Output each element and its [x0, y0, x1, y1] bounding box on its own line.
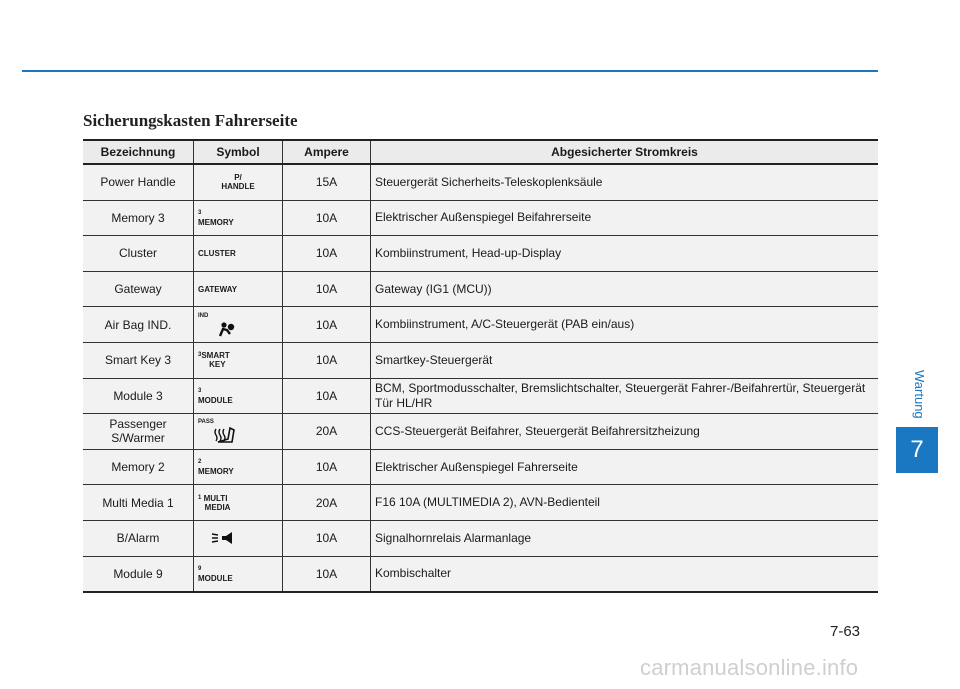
fuse-symbol	[194, 556, 283, 592]
fuse-ampere: 10A	[283, 378, 371, 414]
fuse-ampere: 10A	[283, 307, 371, 343]
fuse-circuit: Elektrischer Außenspiegel Fahrerseite	[371, 449, 879, 485]
symbol-label: $^9$ MODULE	[198, 565, 233, 583]
table-row	[83, 200, 878, 236]
fuse-name: B/Alarm	[83, 520, 194, 556]
fuse-circuit: Steuergerät Sicherheits-Teleskoplenksäule	[371, 164, 879, 200]
fuse-symbol	[194, 271, 283, 307]
fuse-symbol	[194, 200, 283, 236]
page-number: 7-63	[830, 623, 861, 640]
symbol-label: $^1$ MULTI MEDIA	[198, 493, 231, 512]
fuse-circuit: F16 10A (MULTIMEDIA 2), AVN-Bedienteil	[371, 485, 879, 521]
fuse-ampere: 20A	[283, 414, 371, 450]
symbol-label: $^3$ MODULE	[198, 387, 233, 405]
fuse-name: Multi Media 1	[83, 485, 194, 521]
symbol-label: $^3$ MEMORY	[198, 209, 234, 227]
fuse-ampere: 20A	[283, 485, 371, 521]
fuse-circuit: CCS-Steuergerät Beifahrer, Steuergerät Beifahrersitzheizung	[371, 414, 879, 450]
side-tab-label: Wartung	[912, 369, 927, 419]
chapter-number: 7	[896, 427, 938, 473]
symbol-label: PASS	[198, 418, 214, 425]
seat-warmer-icon	[210, 427, 240, 445]
symbol-label: $^3$SMART KEY	[198, 351, 230, 370]
fuse-circuit: Kombiinstrument, Head-up-Display	[371, 236, 879, 272]
fuse-symbol	[194, 485, 283, 521]
fuse-name: Module 3	[83, 378, 194, 414]
fuse-ampere: 10A	[283, 271, 371, 307]
symbol-label: P/ HANDLE	[221, 173, 255, 192]
fuse-circuit: Gateway (IG1 (MCU))	[371, 271, 879, 307]
header-circuit: Abgesicherter Stromkreis	[371, 140, 879, 164]
table-row	[83, 556, 878, 592]
table-row	[83, 449, 878, 485]
table-row	[83, 485, 878, 521]
fuse-name: Memory 3	[83, 200, 194, 236]
table-row	[83, 342, 878, 378]
fuse-circuit: Kombischalter	[371, 556, 879, 592]
fuse-name: Module 9	[83, 556, 194, 592]
fuse-symbol	[194, 520, 283, 556]
table-row	[83, 378, 878, 414]
fuse-circuit: Signalhornrelais Alarmanlage	[371, 520, 879, 556]
header-rule	[22, 70, 878, 72]
symbol-label: $^2$ MEMORY	[198, 459, 234, 477]
fuse-ampere: 10A	[283, 520, 371, 556]
table-header-row	[83, 140, 878, 164]
fuse-circuit: Smartkey-Steuergerät	[371, 342, 879, 378]
table-row	[83, 520, 878, 556]
fuse-symbol	[194, 414, 283, 450]
fuse-circuit: Elektrischer Außenspiegel Beifahrerseite	[371, 200, 879, 236]
fuse-symbol	[194, 164, 283, 200]
airbag-indicator-icon	[210, 321, 236, 337]
fuse-symbol	[194, 307, 283, 343]
fuse-symbol	[194, 236, 283, 272]
table-row	[83, 164, 878, 200]
table-row	[83, 414, 878, 450]
fuse-ampere: 10A	[283, 556, 371, 592]
fuse-name: Cluster	[83, 236, 194, 272]
fuse-name: Smart Key 3	[83, 342, 194, 378]
fuse-name: Power Handle	[83, 164, 194, 200]
symbol-label: CLUSTER	[198, 248, 236, 258]
fuse-name: Passenger S/Warmer	[83, 414, 194, 450]
fuse-circuit: Kombiinstrument, A/C-Steuergerät (PAB ein/aus)	[371, 307, 879, 343]
symbol-label: IND	[198, 313, 209, 320]
fuse-ampere: 10A	[283, 236, 371, 272]
header-symbol: Symbol	[194, 140, 283, 164]
fuse-table	[83, 139, 878, 593]
symbol-label: GATEWAY	[198, 284, 238, 294]
horn-alarm-icon	[210, 531, 240, 545]
table-row	[83, 236, 878, 272]
fuse-circuit: BCM, Sportmodusschalter, Bremslichtschalter, Steuergerät Fahrer-/Beifahrertür, Steuergerät Tür HL/HR	[371, 378, 879, 414]
watermark: carmanualsonline.info	[640, 655, 859, 680]
table-row	[83, 271, 878, 307]
header-name: Bezeichnung	[83, 140, 194, 164]
fuse-name: Air Bag IND.	[83, 307, 194, 343]
fuse-name: Memory 2	[83, 449, 194, 485]
fuse-ampere: 15A	[283, 164, 371, 200]
fuse-symbol	[194, 342, 283, 378]
fuse-ampere: 10A	[283, 449, 371, 485]
fuse-symbol	[194, 378, 283, 414]
fuse-name: Gateway	[83, 271, 194, 307]
section-title: Sicherungskasten Fahrerseite	[83, 111, 298, 130]
fuse-ampere: 10A	[283, 200, 371, 236]
fuse-ampere: 10A	[283, 342, 371, 378]
header-ampere: Ampere	[283, 140, 371, 164]
table-row	[83, 307, 878, 343]
fuse-symbol	[194, 449, 283, 485]
